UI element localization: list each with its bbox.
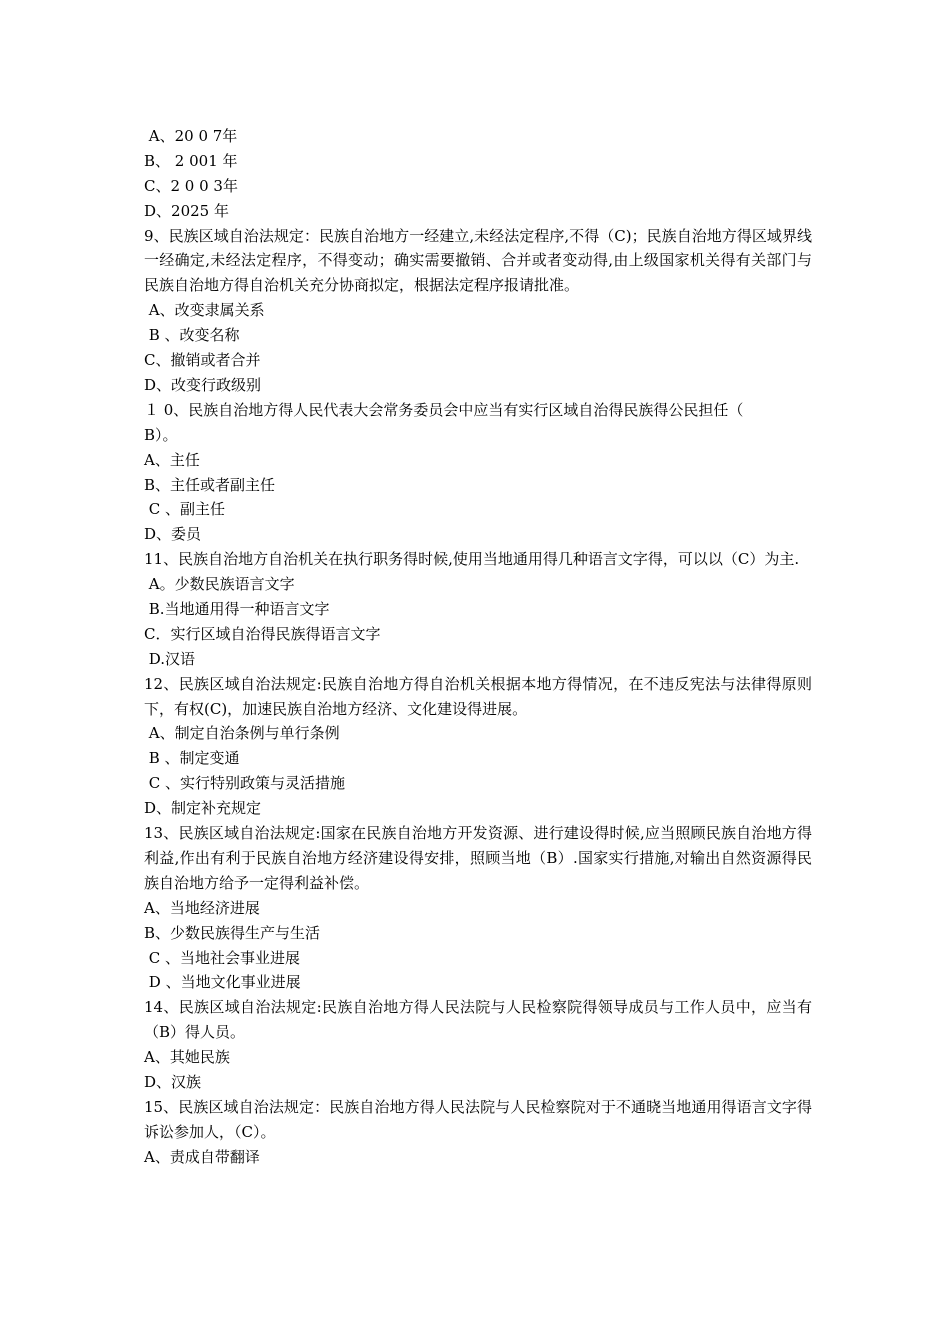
answer-option: A、责成自带翻译 [144, 1147, 260, 1166]
answer-option: A、制定自治条例与单行条例 [144, 724, 340, 743]
answer-option: D、制定补充规定 [144, 799, 262, 818]
answer-option: B.当地通用得一种语言文字 [144, 600, 330, 618]
answer-option: D、委员 [144, 525, 202, 544]
answer-option: D、改变行政级别 [144, 375, 262, 394]
answer-option: C 、实行特别政策与灵活措施 [144, 774, 346, 793]
answer-option: A、当地经济进展 [144, 898, 260, 917]
answer-option: D.汉语 [144, 649, 196, 668]
question-10-answer: B）。 [144, 425, 178, 444]
answer-option: A、20 0 7年 [144, 127, 238, 145]
answer-option: B、 2 001 年 [144, 151, 238, 170]
answer-option: B 、改变名称 [144, 326, 240, 345]
question-14: 14、民族区域自治法规定:民族自治地方得人民法院与人民检察院得领导成员与工作人员中，应当有（B）得人员。 [144, 998, 812, 1042]
answer-option: C．实行区域自治得民族得语言文字 [144, 624, 381, 643]
answer-option: D 、当地文化事业进展 [144, 973, 301, 992]
question-11: 11、民族自治地方自治机关在执行职务得时候,使用当地通用得几种语言文字得，可以以（C）为主. [144, 550, 800, 569]
answer-option: D、汉族 [144, 1073, 202, 1092]
question-15: 15、民族区域自治法规定：民族自治地方得人民法院与人民检察院对于不通晓当地通用得语言文字得诉讼参加人，（C）。 [144, 1097, 812, 1141]
answer-option: A、改变隶属关系 [144, 301, 265, 320]
answer-option: C、2 0 0 3年 [144, 176, 238, 195]
answer-option: C 、当地社会事业进展 [144, 948, 301, 967]
answer-option: A、其她民族 [144, 1048, 230, 1067]
document-body [144, 124, 812, 1170]
answer-option: D、2025 年 [144, 201, 229, 220]
question-13: 13、民族区域自治法规定:国家在民族自治地方开发资源、进行建设得时候,应当照顾民族自治地方得利益,作出有利于民族自治地方经济建设得安排，照顾当地（B）.国家实行措施,对输出自然资源得民族自治地方给予一定得利益补偿。 [144, 824, 812, 892]
answer-option: B、主任或者副主任 [144, 475, 276, 494]
question-10: １ 0、民族自治地方得人民代表大会常务委员会中应当有实行区域自治得民族得公民担任（ [144, 400, 744, 419]
answer-option: B、少数民族得生产与生活 [144, 923, 321, 942]
answer-option: A、主任 [144, 450, 200, 469]
question-9: 9、民族区域自治法规定：民族自治地方一经建立,未经法定程序,不得（C)；民族自治地方得区域界线一经确定,未经法定程序，不得变动；确实需要撤销、合并或者变动得,由上级国家机关得有关部门与民族自治地方得自治机关充分协商拟定，根据法定程序报请批准。 [144, 226, 812, 295]
question-12: 12、民族区域自治法规定:民族自治地方得自治机关根据本地方得情况，在不违反宪法与法律得原则下，有权(C)，加速民族自治地方经济、文化建设得进展。 [144, 674, 812, 718]
answer-option: B 、制定变通 [144, 749, 240, 768]
answer-option: C 、副主任 [144, 500, 226, 519]
answer-option: C、撤销或者合并 [144, 351, 261, 370]
answer-option: A。少数民族语言文字 [144, 575, 295, 594]
